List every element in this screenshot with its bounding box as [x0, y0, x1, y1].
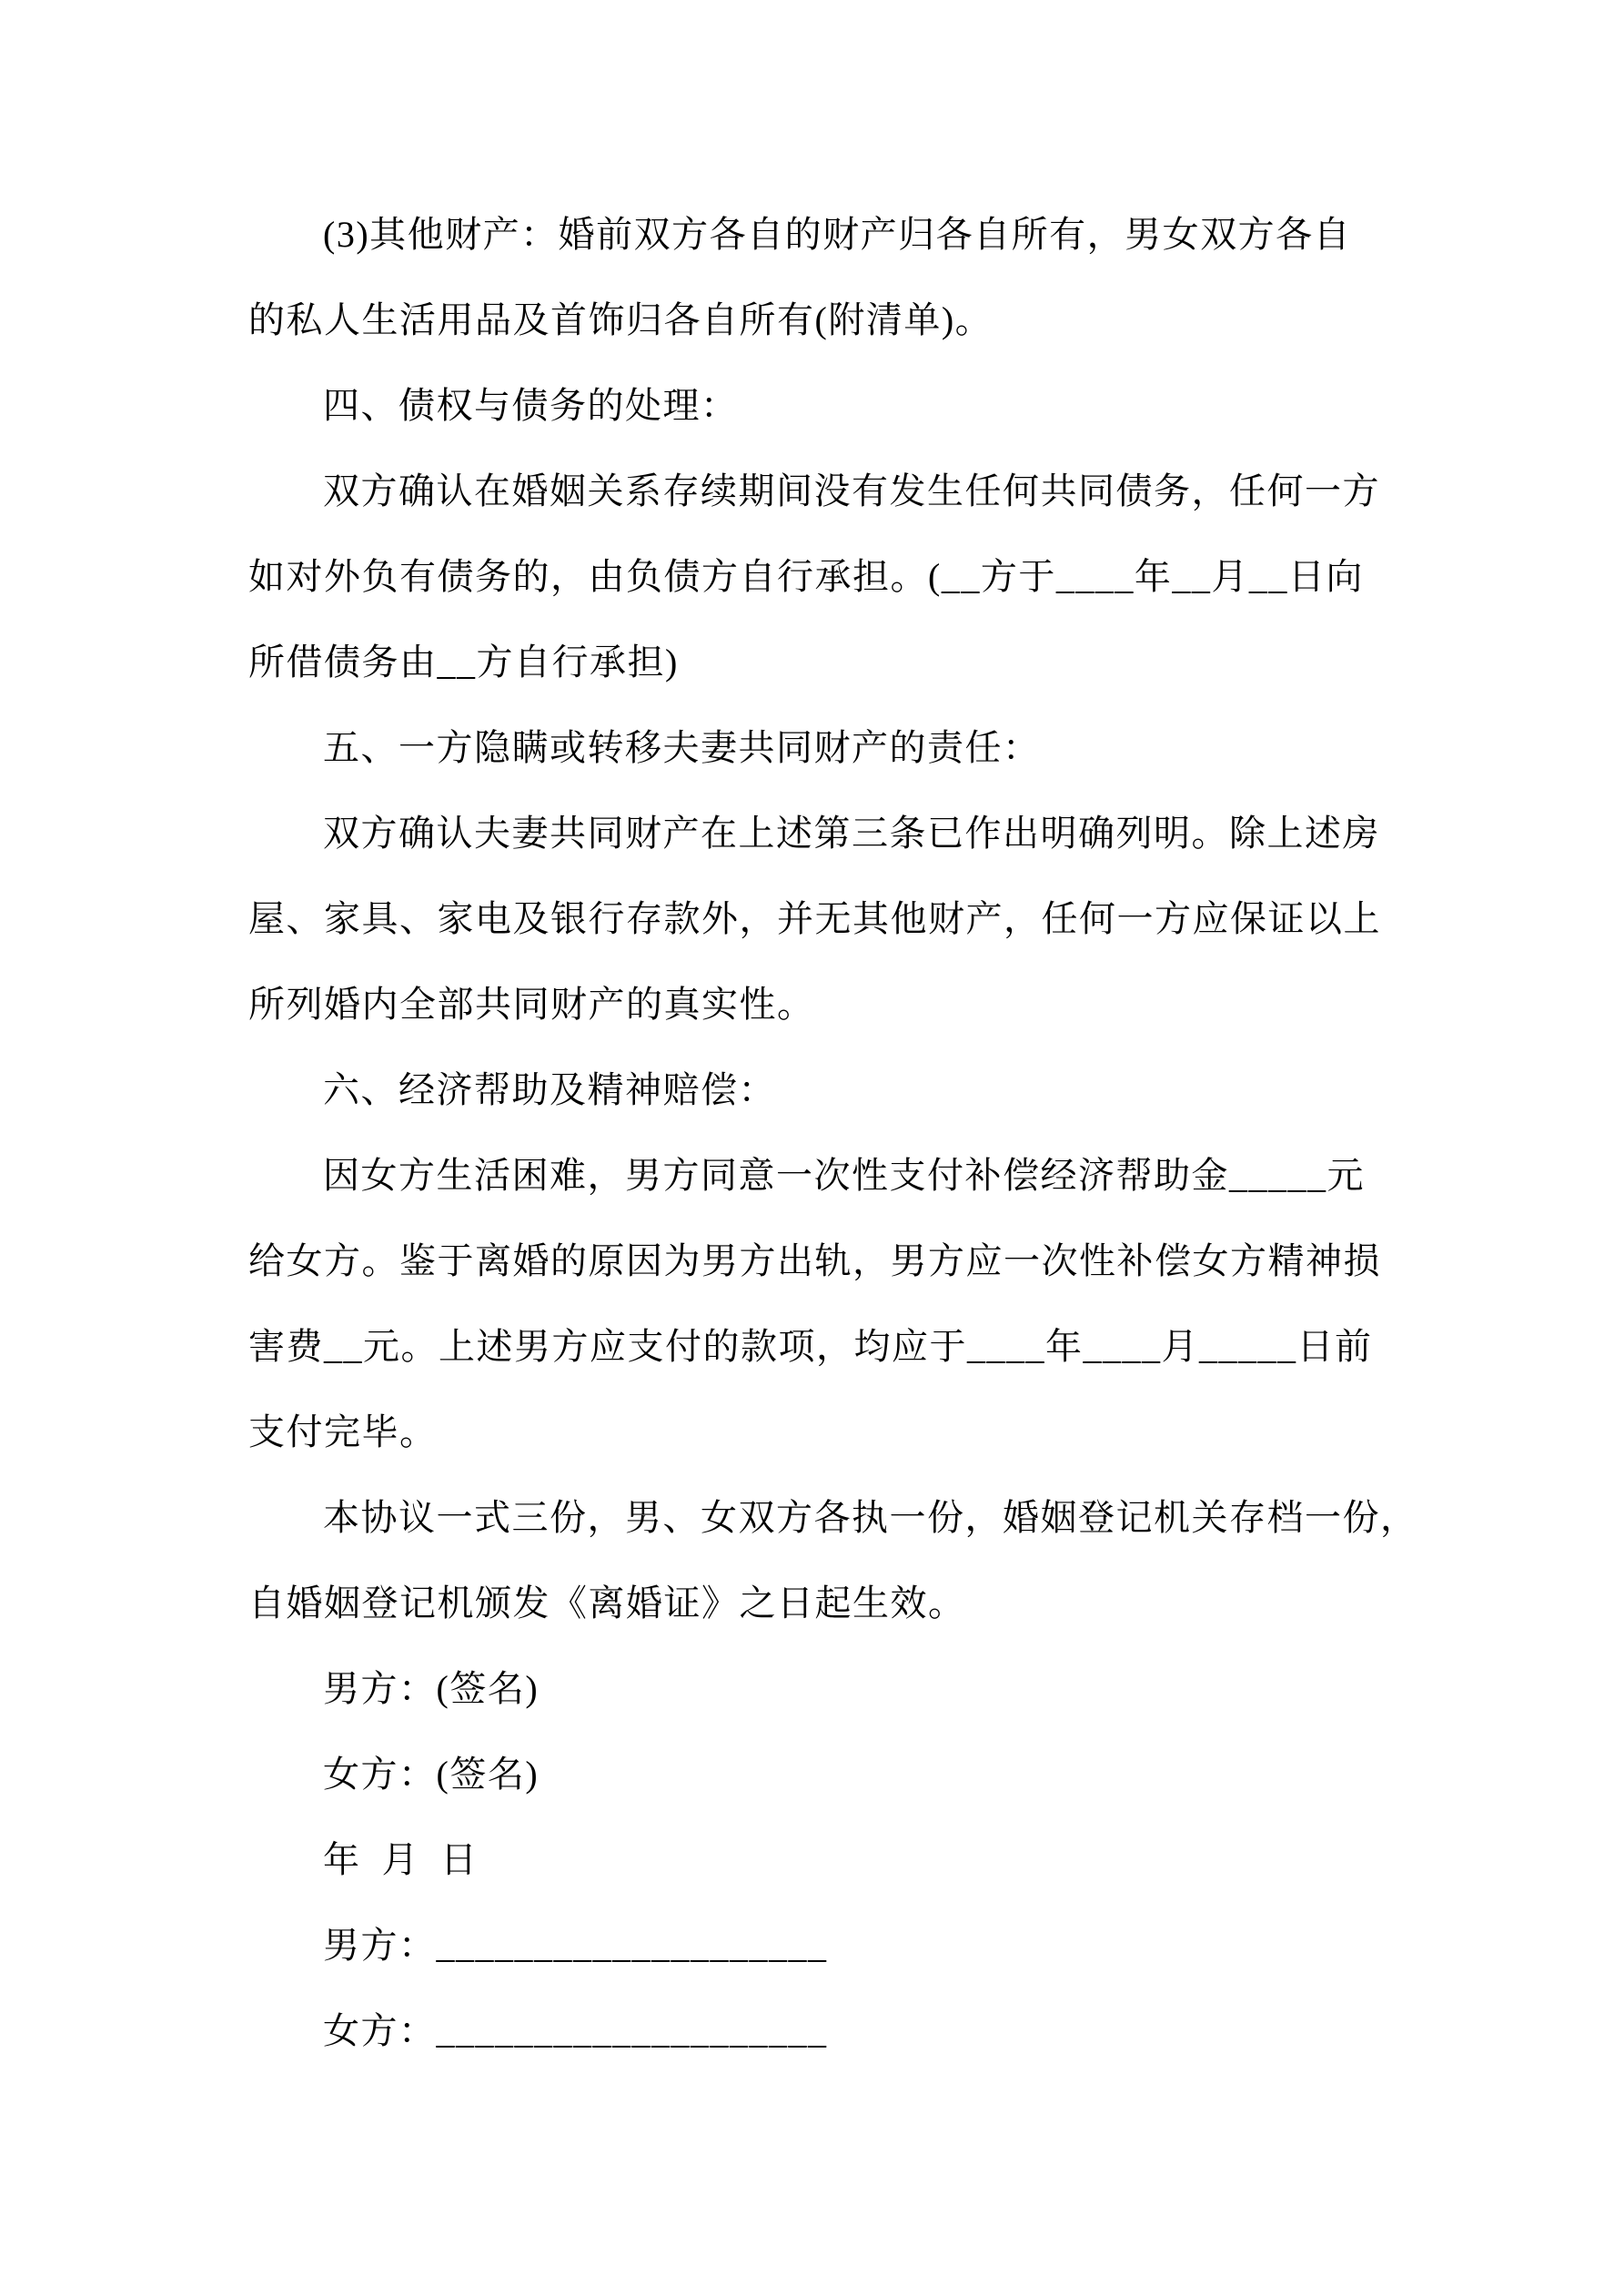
concealment-paragraph-line-3: 所列婚内全部共同财产的真实性。	[248, 984, 815, 1025]
section-4-heading: 四、债权与债务的处理：	[323, 385, 739, 426]
concealment-paragraph-line-1: 双方确认夫妻共同财产在上述第三条已作出明确列明。除上述房	[323, 813, 1380, 854]
concealment-paragraph-line-2: 屋、家具、家电及银行存款外，并无其他财产，任何一方应保证以上	[248, 898, 1381, 939]
date-line: 年 月 日	[323, 1839, 479, 1880]
section-6-heading: 六、经济帮助及精神赔偿：	[323, 1069, 776, 1110]
debts-paragraph-line-3: 所借债务由__方自行承担)	[248, 642, 679, 683]
copies-paragraph-line-2: 自婚姻登记机颁发《离婚证》之日起生效。	[248, 1583, 966, 1623]
compensation-paragraph-line-4: 支付完毕。	[248, 1411, 438, 1452]
clause-other-property-line-2: 的私人生活用品及首饰归各自所有(附清单)。	[248, 299, 994, 340]
copies-paragraph-line-1: 本协议一式三份，男、女双方各执一份，婚姻登记机关存档一份，	[323, 1497, 1418, 1538]
wife-signature-label: 女方：(签名)	[323, 1754, 540, 1795]
compensation-paragraph-line-3: 害费__元。上述男方应支付的款项，均应于____年____月_____日前	[248, 1326, 1373, 1367]
husband-signature-blank: 男方：____________________	[323, 1925, 828, 1966]
debts-paragraph-line-2: 如对外负有债务的，由负债方自行承担。(__方于____年__月__日向	[248, 556, 1364, 597]
compensation-paragraph-line-1: 因女方生活困难，男方同意一次性支付补偿经济帮助金_____元	[323, 1155, 1365, 1196]
compensation-paragraph-line-2: 给女方。鉴于离婚的原因为男方出轨，男方应一次性补偿女方精神损	[248, 1240, 1381, 1281]
section-5-heading: 五、一方隐瞒或转移夫妻共同财产的责任：	[323, 727, 1041, 768]
husband-signature-label: 男方：(签名)	[323, 1668, 540, 1709]
clause-other-property-line-1: (3)其他财产：婚前双方各自的财产归各自所有，男女双方各自	[323, 214, 1352, 255]
debts-paragraph-line-1: 双方确认在婚姻关系存续期间没有发生任何共同债务，任何一方	[323, 470, 1380, 511]
wife-signature-blank: 女方：____________________	[323, 2010, 828, 2051]
